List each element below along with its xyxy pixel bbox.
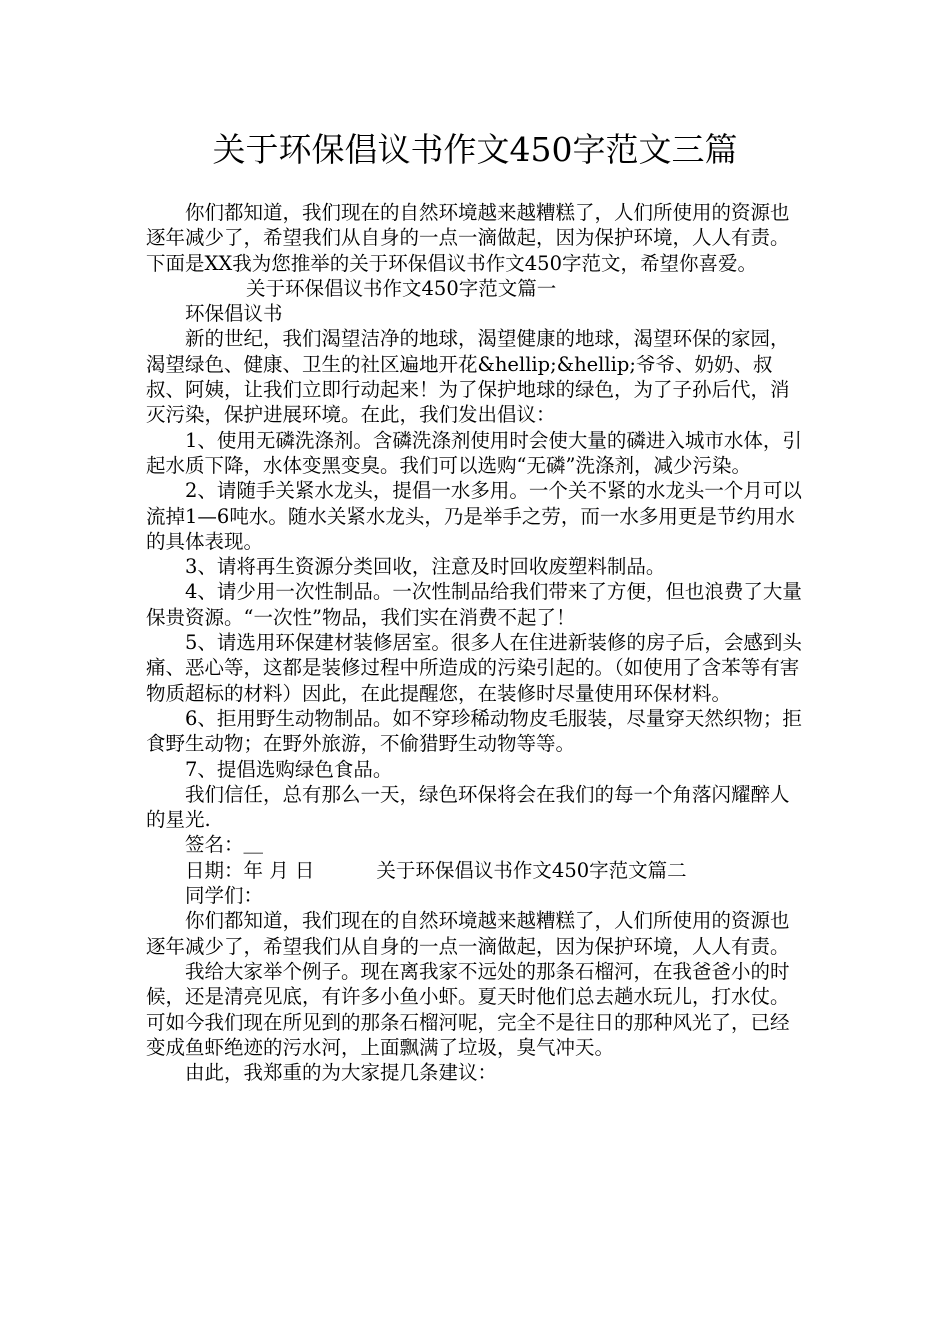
proposal-item-2: 2、请随手关紧水龙头，提倡一水多用。一个关不紧的水龙头一个月可以流掉1—6吨水。随水关紧水龙头，乃是举手之劳，而一水多用更是节约用水的具体表现。 [146,479,802,553]
section2-heading: 关于环保倡议书作文450字范文篇二 [376,858,687,882]
document-title: 关于环保倡议书作文450字范文三篇 [212,130,738,169]
date-line [146,858,806,883]
section2-greeting: 同学们： [185,884,264,908]
section2-paragraph-3: 由此，我郑重的为大家提几条建议： [185,1061,498,1085]
section1-paragraph: 新的世纪，我们渴望洁净的地球，渴望健康的地球，渴望环保的家园，渴望绿色、健康、卫生的社区遍地开花&hellip;&hellip;爷爷、奶奶、叔叔、阿姨，让我们立即行动起来！为了保护地球的绿色，为了子孙后代，消灭污染，保护进展环境。在此，我们发出倡议： [146,327,790,427]
proposal-item-7: 7、提倡选购绿色食品。 [185,757,393,781]
signature-line: 签名：＿ [185,833,264,857]
proposal-item-5: 5、请选用环保建材装修居室。很多人在住进新装修的房子后，会感到头痛、恶心等，这都是装修过程中所造成的污染引起的。（如使用了含苯等有害物质超标的材料）因此，在此提醒您，在装修时尽量使用环保材料。 [146,631,802,705]
intro-paragraph: 你们都知道，我们现在的自然环境越来越糟糕了，人们所使用的资源也逐年减少了，希望我们从自身的一点一滴做起，因为保护环境，人人有责。下面是XX我为您推举的关于环保倡议书作文450字范文，希望你喜爱。 [146,201,790,275]
proposal-item-1: 1、使用无磷洗涤剂。含磷洗涤剂使用时会使大量的磷进入城市水体，引起水质下降，水体变黑变臭。我们可以选购“无磷”洗涤剂，减少污染。 [146,428,802,477]
closing-paragraph: 我们信任，总有那么一天，绿色环保将会在我们的每一个角落闪耀醉人的星光. [146,782,790,832]
date-text: 日期：年 月 日 [185,858,315,882]
proposal-item-3: 3、请将再生资源分类回收，注意及时回收废塑料制品。 [185,555,666,579]
document-body [146,200,806,1085]
section2-paragraph-2: 我给大家举个例子。现在离我家不远处的那条石榴河，在我爸爸小的时候，还是清亮见底，有许多小鱼小虾。夏天时他们总去趟水玩儿，打水仗。可如今我们现在所见到的那条石榴河呢，完全不是往日的那种风光了，已经变成鱼虾绝迹的污水河，上面飘满了垃圾，臭气冲天。 [146,959,790,1059]
section1-title: 环保倡议书 [185,302,283,326]
proposal-item-6: 6、拒用野生动物制品。如不穿珍稀动物皮毛服装，尽量穿天然织物；拒食野生动物；在野外旅游，不偷猎野生动物等等。 [146,706,802,756]
section2-paragraph-1: 你们都知道，我们现在的自然环境越来越糟糕了，人们所使用的资源也逐年减少了，希望我们从自身的一点一滴做起，因为保护环境，人人有责。 [146,909,790,958]
section1-heading: 关于环保倡议书作文450字范文篇一 [246,276,557,300]
proposal-item-4: 4、请少用一次性制品。一次性制品给我们带来了方便，但也浪费了大量保贵资源。“一次性”物品，我们实在消费不起了！ [146,580,802,629]
